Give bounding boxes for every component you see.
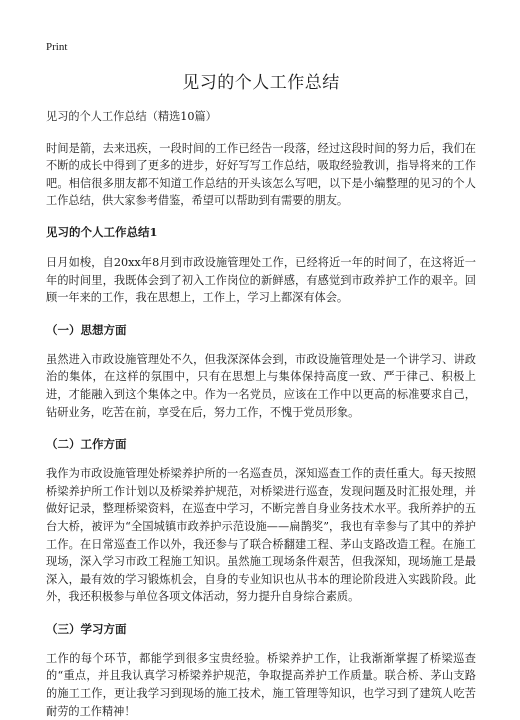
intro-paragraph: 时间是箭，去来迅疾，一段时间的工作已经告一段落，经过这段时间的努力后，我们在不断的成长中得到了更多的进步，好好写写工作总结，吸取经验教训，指导将来的工作吧。相信很多朋友都不知道工作总结的开头该怎么写吧，以下是小编整理的见习的个人工作总结，供大家参考借鉴，希望可以帮助到有需要的朋友。 bbox=[46, 141, 476, 208]
sub-heading-thought: （一）思想方面 bbox=[46, 322, 127, 337]
paragraph-thought: 虽然进入市政设施管理处不久，但我深深体会到，市政设施管理处是一个讲学习、讲政治的集体，在这样的氛围中，只有在思想上与集体保持高度一致、严于律己、积极上进，才能融入到这个集体之中。作为一名党员，应该在工作中以更高的标准要求自己，钻研业务，吃苦在前，享受在后，努力工作，不愧于党员形象。 bbox=[46, 352, 476, 419]
section-opening-paragraph: 日月如梭，自20xx年8月到市政设施管理处工作，已经将近一年的时间了，在这将近一年的时间里，我既体会到了初入工作岗位的新鲜感，有感觉到市政养护工作的艰辛。回顾一年来的工作，我在思想上，工作上，学习上都深有体会。 bbox=[46, 255, 476, 305]
section-heading: 见习的个人工作总结1 bbox=[46, 224, 158, 239]
document-subtitle: 见习的个人工作总结（精选10篇） bbox=[46, 110, 217, 123]
sub-heading-study: （三）学习方面 bbox=[46, 621, 127, 636]
paragraph-study: 工作的每个环节，都能学到很多宝贵经验。桥梁养护工作，让我渐渐掌握了桥梁巡查的“重点，并且我认真学习桥梁养护规范，争取提高养护工作质量。联合桥、茅山支路的施工工作，更让我学习到现场的施工技术，施工管理等知识，也学习到了建筑人吃苦耐劳的工作精神！ bbox=[46, 651, 476, 718]
document-title: 见习的个人工作总结 bbox=[182, 73, 340, 93]
paragraph-work: 我作为市政设施管理处桥梁养护所的一名巡查员，深知巡查工作的责任重大。每天按照桥梁养护所工作计划以及桥梁养护规范，对桥梁进行巡查，发现问题及时汇报处理，并做好记录，整理桥梁资料，在巡查中学习，不断完善自身业务技术水平。我所养护的五台大桥，被评为“全国城镇市政养护示范设施——扁鹊奖”，我也有幸参与了其中的养护工作。在日常巡查工作以外，我还参与了联合桥翻建工程、茅山支路改造工程。在施工现场，深入学习市政工程施工知识。虽然施工现场条件艰苦，但我深知，现场施工是最深入，最有效的学习锻炼机会，自身的专业知识也从书本的理论阶段进入实践阶段。此外，我还积极参与单位各项文体活动，努力提升自身综合素质。 bbox=[46, 467, 476, 604]
sub-heading-work: （二）工作方面 bbox=[46, 437, 127, 452]
print-link[interactable]: Print bbox=[46, 41, 68, 53]
